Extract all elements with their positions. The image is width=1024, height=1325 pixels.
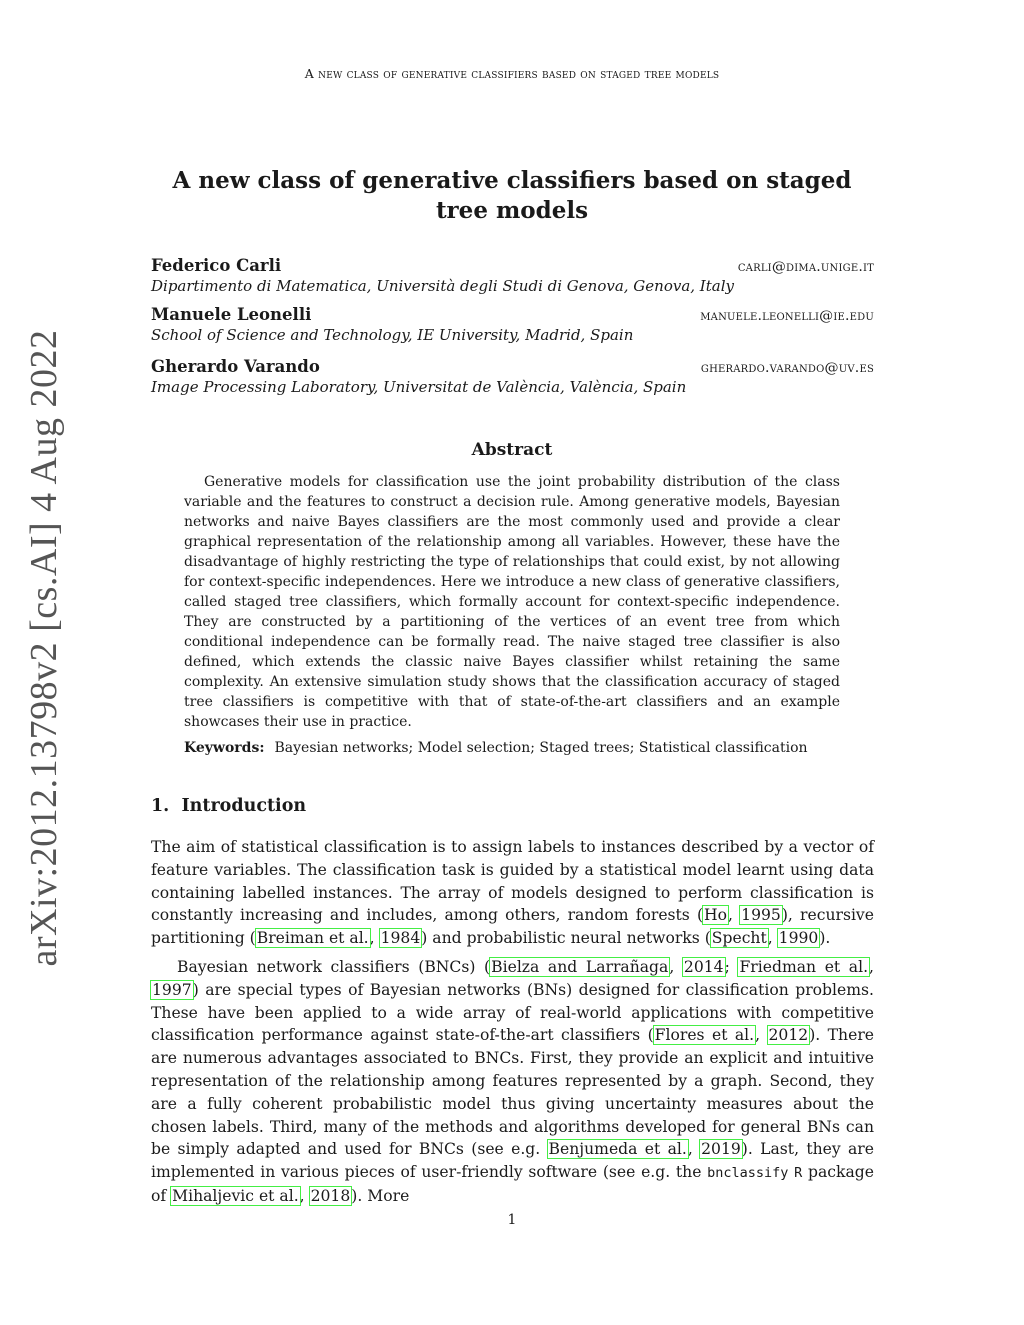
citation-link[interactable]: 2014 [683, 958, 724, 976]
section-number: 1. [151, 796, 170, 816]
text-run: ) and probabilistic neural networks ( [421, 929, 711, 948]
keywords [184, 740, 844, 756]
citation-link[interactable]: Mihaljevic et al. [172, 1186, 299, 1205]
author-affiliation: Dipartimento di Matematica, Università degli Studi di Genova, Genova, Italy [151, 277, 734, 295]
author-email[interactable]: manuele.leonelli@ie.edu [700, 308, 874, 324]
text-run: , [669, 958, 683, 976]
code-language-name: R [794, 1165, 803, 1182]
author-block [151, 305, 874, 344]
abstract-text: Generative models for classification use the joint probability distribution of the class variable and the features to construct a decision rule. Among generative models, Bayesian networks and naive Bayes classifiers are the most commonly used and provide a clear graphical representation of the relationship among all variables. However, these have the disadvantage of highly restricting the type of relationships that could exist, by not allowing for context-specific independences. Here we introduce a new class of generative classifiers, called staged tree classifiers, which formally account for context-specific independence. They are constructed by a partitioning of the vertices of an event tree from which conditional independence can be formally read. The naive staged tree classifier is also defined, which extends the classic naive Bayes classifier whilst retaining the same complexity. An extensive simulation study shows that the classification accuracy of staged tree classifiers is competitive with that of state-of-the-art classifiers and an example showcases their use in practice. [184, 474, 840, 730]
citation-link[interactable]: Ho [704, 906, 728, 925]
text-run: , [299, 1186, 310, 1205]
author-block [151, 256, 874, 295]
section-heading [151, 796, 306, 816]
author-email[interactable]: gherardo.varando@uv.es [700, 360, 874, 376]
text-run: ; [724, 958, 739, 976]
text-run: , [869, 958, 875, 976]
citation-link[interactable]: 1984 [380, 929, 421, 948]
author-affiliation: Image Processing Laboratory, Universitat de València, València, Spain [151, 378, 687, 396]
running-head: A new class of generative classifiers based on staged tree models [304, 66, 720, 81]
text-run: ) are special types of Bayesian networks (BNs) designed for classification problems. These have been applied to a wide array of real-world applications with competitive classification performance against state-of-the-art classifiers ( [151, 980, 874, 1045]
text-run: ). Last, they are implemented in various pieces of user-friendly software (see e.g. the [151, 1140, 874, 1182]
code-package-name: bnclassify [707, 1165, 789, 1182]
citation-link[interactable]: 2018 [310, 1186, 351, 1205]
keywords-label: Keywords: [184, 740, 265, 756]
citation-link[interactable]: Bielza and Larrañaga [491, 958, 669, 976]
citation-link[interactable]: 2019 [701, 1140, 741, 1159]
author-affiliation: School of Science and Technology, IE University, Madrid, Spain [151, 326, 634, 344]
author-name: Federico Carli [151, 256, 282, 275]
text-run: Bayesian network classifiers (BNCs) ( [177, 958, 491, 976]
author-name: Gherardo Varando [151, 357, 320, 376]
abstract-heading: Abstract [471, 440, 553, 460]
citation-link[interactable]: 1990 [778, 929, 819, 948]
section-title: Introduction [181, 796, 307, 816]
arxiv-identifier[interactable]: arXiv:2012.13798v2 [cs.AI] 4 Aug 2022 [23, 329, 65, 967]
author-email[interactable]: carli@dima.unige.it [737, 259, 874, 275]
paragraph [151, 836, 874, 950]
citation-link[interactable]: Specht [711, 929, 767, 948]
citation-link[interactable]: Flores et al. [654, 1026, 755, 1045]
text-run: ). More [351, 1186, 410, 1205]
text-run: ), recursive partitioning ( [151, 906, 874, 948]
author-name: Manuele Leonelli [151, 305, 312, 324]
citation-link[interactable]: 1995 [741, 906, 781, 925]
page-number: 1 [507, 1212, 517, 1228]
text-run: , [755, 1026, 768, 1045]
keywords-text: Bayesian networks; Model selection; Staged trees; Statistical classification [274, 740, 808, 756]
text-run: The aim of statistical classification is to assign labels to instances described by a vector of feature variables. The classification task is guided by a statistical model learnt using data containing labelled instances. The array of models designed to perform classification is constantly increasing and includes, among others, random forests ( [151, 838, 874, 925]
citation-link[interactable]: 1997 [152, 980, 192, 999]
citation-link[interactable]: 2012 [768, 1026, 809, 1045]
text-run: , [728, 906, 741, 925]
paragraph [151, 956, 874, 1208]
citation-link[interactable]: Breiman et al. [256, 929, 369, 948]
text-run: package of [151, 1163, 874, 1205]
citation-link[interactable]: Benjumeda et al. [548, 1140, 687, 1159]
text-run: , [767, 929, 778, 948]
text-run: , [687, 1140, 701, 1159]
text-run: , [369, 929, 380, 948]
citation-link[interactable]: Friedman et al. [739, 958, 869, 976]
paper-title: A new class of generative classifiers based on staged tree models [172, 167, 852, 224]
text-run: ). [819, 929, 831, 948]
author-block [151, 357, 874, 396]
text-run: ). There are numerous advantages associated to BNCs. First, they provide an explicit and intuitive representation of the relationship among features represented by a graph. Second, they are a fully coherent probabilistic model thus giving uncertainty measures about the chosen labels. Third, many of the methods and algorithms developed for general BNs can be simply adapted and used for BNCs (see e.g. [151, 1026, 874, 1159]
